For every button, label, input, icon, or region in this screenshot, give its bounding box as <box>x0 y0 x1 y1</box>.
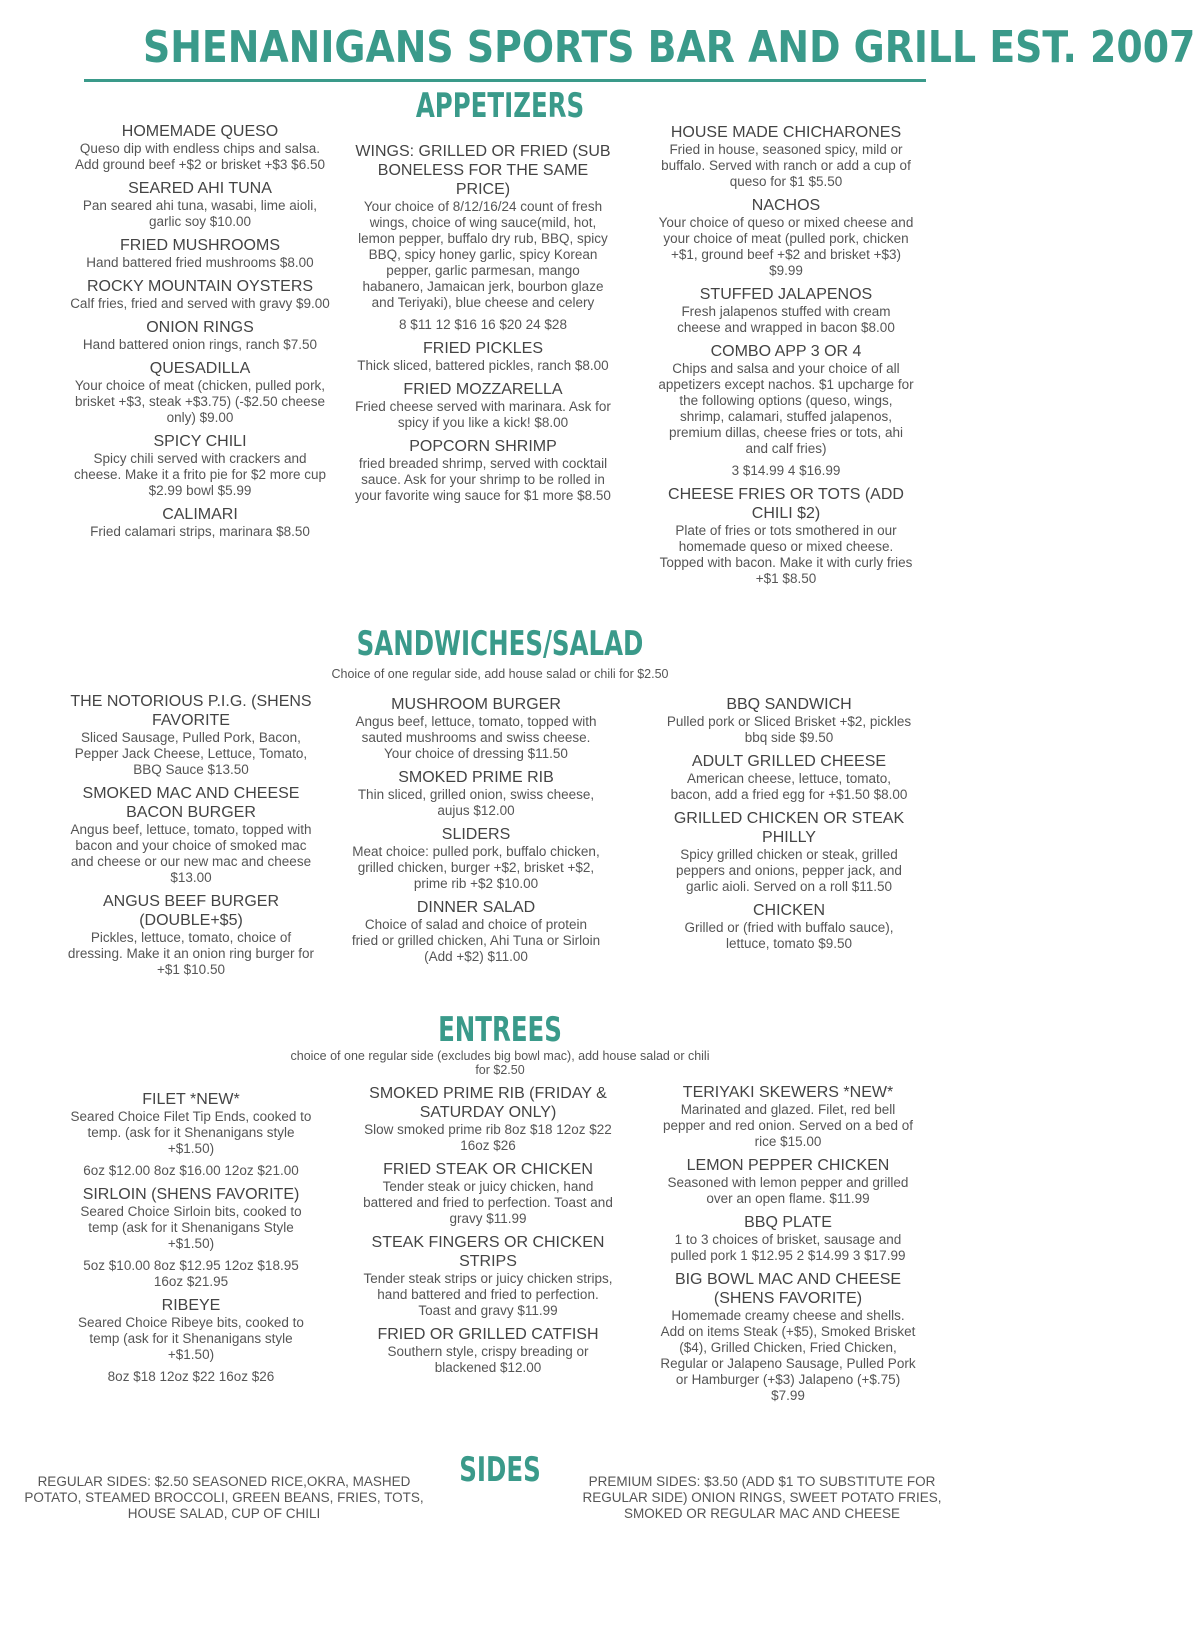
menu-item-description: Tender steak strips or juicy chicken strips, hand battered and fried to perfection. Toast and gravy $11.99 <box>363 1271 613 1318</box>
menu-item-prices: 6oz $12.00 8oz $16.00 12oz $21.00 <box>83 1163 299 1178</box>
menu-item <box>660 1270 916 1404</box>
menu-item-name: FRIED MUSHROOMS <box>120 237 280 254</box>
menu-item <box>658 123 914 190</box>
menu-item <box>350 768 602 819</box>
menu-item-name: HOMEMADE QUESO <box>121 123 279 140</box>
menu-item-description: Grilled or (fried with buffalo sauce), lettuce, tomato $9.50 <box>684 920 894 951</box>
menu-item <box>360 1084 616 1154</box>
menu-item-description: Fried cheese served with marinara. Ask for spicy if you like a kick! $8.00 <box>355 399 611 430</box>
menu-item-name: ROCKY MOUNTAIN OYSTERS <box>86 278 314 295</box>
menu-item-description: American cheese, lettuce, tomato, bacon, add a fried egg for +$1.50 $8.00 <box>670 771 908 802</box>
menu-item <box>355 142 611 333</box>
menu-item-name: DINNER SALAD <box>416 899 536 916</box>
menu-item <box>350 898 602 965</box>
menu-item <box>666 809 912 895</box>
menu-item <box>658 285 914 336</box>
menu-item-prices: 3 $14.99 4 $16.99 <box>731 463 841 478</box>
menu-item-description: Angus beef, lettuce, tomato, topped with sauted mushrooms and swiss cheese. Your choice of dressing $11.50 <box>355 714 597 761</box>
menu-item <box>658 196 914 279</box>
menu-item <box>666 752 912 803</box>
menu-item-description: Spicy chili served with crackers and cheese. Make it a frito pie for $2 more cup $2.99 bowl $5.99 <box>73 451 327 498</box>
menu-item <box>350 825 602 892</box>
menu-item <box>68 1090 314 1179</box>
sandwiches-note: Choice of one regular side, add house salad or chili for $2.50 <box>331 667 669 681</box>
appetizers-column-2 <box>355 142 611 510</box>
menu-item <box>658 485 914 587</box>
menu-item <box>68 277 332 312</box>
entrees-column-3 <box>660 1083 916 1410</box>
menu-item-description: Fresh jalapenos stuffed with cream cheese and wrapped in bacon $8.00 <box>677 304 895 335</box>
menu-item-name: FRIED MOZZARELLA <box>403 381 563 398</box>
appetizers-column-3 <box>658 123 914 593</box>
menu-item-name: SEARED AHI TUNA <box>128 180 272 197</box>
menu-item <box>64 784 318 886</box>
menu-item-description: Homemade creamy cheese and shells. Add on items Steak (+$5), Smoked Brisket ($4), Grilled Chicken, Fried Chicken, Regular or Jalapeno Sausage, Pulled Pork or Hamburger (+$3) Jalapeno (+$.75) $7.99 <box>660 1308 916 1403</box>
menu-item-name: HOUSE MADE CHICHARONES <box>670 124 902 141</box>
menu-item-description: Queso dip with endless chips and salsa. Add ground beef +$2 or brisket +$3 $6.50 <box>75 141 325 172</box>
menu-item-description: Pickles, lettuce, tomato, choice of dressing. Make it an onion ring burger for +$1 $10.50 <box>67 930 315 977</box>
menu-item-description: Fried calamari strips, marinara $8.50 <box>90 524 310 539</box>
entrees-note: choice of one regular side (excludes big bowl mac), add house salad or chili for $2.50 <box>290 1049 710 1077</box>
menu-item-description: Seared Choice Ribeye bits, cooked to temp (ask for it Shenanigans style +$1.50) <box>78 1315 304 1362</box>
menu-item-description: Slow smoked prime rib 8oz $18 12oz $22 16oz $26 <box>364 1122 612 1153</box>
menu-item-description: Thick sliced, battered pickles, ranch $8.00 <box>357 358 609 373</box>
menu-item-name: SPICY CHILI <box>153 433 247 450</box>
menu-item-name: ADULT GRILLED CHEESE <box>691 753 887 770</box>
menu-item-description: Your choice of meat (chicken, pulled pork, brisket +$3, steak +$3.75) (-$2.50 cheese only) $9.00 <box>74 378 326 425</box>
menu-item-description: 1 to 3 choices of brisket, sausage and pulled pork 1 $12.95 2 $14.99 3 $17.99 <box>670 1232 906 1263</box>
menu-item-name: MUSHROOM BURGER <box>391 696 561 713</box>
menu-item-name: COMBO APP 3 OR 4 <box>710 343 862 360</box>
menu-item-description: Marinated and glazed. Filet, red bell pepper and red onion. Served on a bed of rice $15.00 <box>663 1102 913 1149</box>
menu-item-description: Fried in house, seasoned spicy, mild or buffalo. Served with ranch or add a cup of queso for $1 $5.50 <box>661 142 911 189</box>
appetizers-column-1 <box>68 122 332 546</box>
sides-heading: SIDES <box>459 1450 541 1490</box>
menu-item-prices: 8oz $18 12oz $22 16oz $26 <box>107 1369 275 1384</box>
menu-item-description: Your choice of queso or mixed cheese and your choice of meat (pulled pork, chicken +$1, ground beef +$2 and brisket +$3) $9.99 <box>658 215 914 278</box>
menu-item <box>355 437 611 504</box>
menu-item-name: BIG BOWL MAC AND CHEESE (SHENS FAVORITE) <box>674 1271 902 1307</box>
menu-item-description: Seared Choice Filet Tip Ends, cooked to temp. (ask for it Shenanigans style +$1.50) <box>70 1109 312 1156</box>
menu-item-name: LEMON PEPPER CHICKEN <box>686 1157 890 1174</box>
menu-item <box>660 1156 916 1207</box>
appetizers-heading: APPETIZERS <box>415 86 585 126</box>
menu-item <box>360 1233 616 1319</box>
menu-item <box>68 505 332 540</box>
menu-item-name: GRILLED CHICKEN OR STEAK PHILLY <box>673 810 905 846</box>
entrees-heading: ENTREES <box>438 1010 562 1050</box>
menu-item-name: THE NOTORIOUS P.I.G. (SHENS FAVORITE <box>70 693 312 729</box>
menu-item-name: SMOKED PRIME RIB (FRIDAY & SATURDAY ONLY) <box>369 1085 607 1121</box>
title-underline <box>84 79 926 82</box>
menu-item <box>64 892 318 978</box>
menu-item-description: Choice of salad and choice of protein fried or grilled chicken, Ahi Tuna or Sirloin (Add +$2) $11.00 <box>351 917 601 964</box>
menu-item-prices: 5oz $10.00 8oz $12.95 12oz $18.95 16oz $21.95 <box>83 1258 299 1289</box>
sandwiches-heading: SANDWICHES/SALAD <box>356 624 644 664</box>
menu-item <box>68 318 332 353</box>
menu-item <box>64 692 318 778</box>
menu-item-name: POPCORN SHRIMP <box>409 438 557 455</box>
menu-item-name: SMOKED PRIME RIB <box>398 769 554 786</box>
menu-item-description: Hand battered fried mushrooms $8.00 <box>86 255 314 270</box>
sandwiches-column-1 <box>64 692 318 984</box>
menu-item-description: Pan seared ahi tuna, wasabi, lime aioli, garlic soy $10.00 <box>82 198 318 229</box>
menu-item-name: TERIYAKI SKEWERS *NEW* <box>682 1084 894 1101</box>
menu-item <box>355 380 611 431</box>
menu-item <box>666 901 912 952</box>
menu-item-name: ANGUS BEEF BURGER (DOUBLE+$5) <box>102 893 280 929</box>
menu-item-name: FRIED STEAK OR CHICKEN <box>383 1161 593 1178</box>
menu-item-name: FILET *NEW* <box>142 1091 240 1108</box>
menu-item-name: WINGS: GRILLED OR FRIED (SUB BONELESS FOR THE SAME PRICE) <box>355 143 611 198</box>
menu-item <box>68 236 332 271</box>
menu-item-description: Pulled pork or Sliced Brisket +$2, pickles bbq side $9.50 <box>666 714 912 745</box>
menu-item <box>68 432 332 499</box>
menu-item-name: NACHOS <box>751 197 821 214</box>
menu-item-description: Plate of fries or tots smothered in our homemade queso or mixed cheese. Topped with bacon. Make it with curly fries +$1 $8.50 <box>659 523 913 586</box>
menu-item-name: CHICKEN <box>752 902 825 919</box>
menu-item-name: STUFFED JALAPENOS <box>699 286 873 303</box>
menu-item-name: STEAK FINGERS OR CHICKEN STRIPS <box>371 1234 605 1270</box>
menu-item <box>68 359 332 426</box>
menu-item-name: RIBEYE <box>161 1297 221 1314</box>
menu-item-description: Your choice of 8/12/16/24 count of fresh wings, choice of wing sauce(mild, hot, lemon pepper, buffalo dry rub, BBQ, spicy BBQ, spicy honey garlic, spicy Korean pepper, garlic parmesan, mango habanero, Jamaican jerk, bourbon glaze and Teriyaki), blue cheese and celery <box>358 199 608 310</box>
premium-sides: PREMIUM SIDES: $3.50 (ADD $1 TO SUBSTITUTE FOR REGULAR SIDE) ONION RINGS, SWEET POTATO FRIES, SMOKED OR REGULAR MAC AND CHEESE <box>582 1474 942 1521</box>
menu-item <box>68 1296 314 1385</box>
menu-item-description: fried breaded shrimp, served with cocktail sauce. Ask for your shrimp to be rolled in your favorite wing sauce for $1 more $8.50 <box>355 456 611 503</box>
regular-sides: REGULAR SIDES: $2.50 SEASONED RICE,OKRA, MASHED POTATO, STEAMED BROCCOLI, GREEN BEANS, FRIES, TOTS, HOUSE SALAD, CUP OF CHILI <box>24 1474 424 1521</box>
menu-item <box>355 339 611 374</box>
menu-item-name: ONION RINGS <box>146 319 254 336</box>
menu-item-name: SIRLOIN (SHENS FAVORITE) <box>82 1186 300 1203</box>
entrees-column-2 <box>360 1084 616 1382</box>
menu-item-name: SMOKED MAC AND CHEESE BACON BURGER <box>82 785 300 821</box>
menu-item-description: Spicy grilled chicken or steak, grilled peppers and onions, pepper jack, and garlic aioli. Served on a roll $11.50 <box>676 847 902 894</box>
menu-item <box>666 695 912 746</box>
menu-item <box>360 1325 616 1376</box>
menu-item-name: CHEESE FRIES OR TOTS (ADD CHILI $2) <box>668 486 904 522</box>
sandwiches-column-3 <box>666 695 912 958</box>
menu-item-name: SLIDERS <box>441 826 511 843</box>
menu-item-description: Thin sliced, grilled onion, swiss cheese, aujus $12.00 <box>357 787 595 818</box>
menu-item-description: Chips and salsa and your choice of all appetizers except nachos. $1 upcharge for the following options (queso, wings, shrimp, calamari, stuffed jalapenos, premium dillas, cheese fries or tots, ahi and calf fries) <box>658 361 914 456</box>
menu-item-description: Sliced Sausage, Pulled Pork, Bacon, Pepper Jack Cheese, Lettuce, Tomato, BBQ Sauce $13.50 <box>74 730 308 777</box>
entrees-column-1 <box>68 1090 314 1391</box>
menu-item-name: FRIED OR GRILLED CATFISH <box>377 1326 599 1343</box>
menu-item-name: BBQ SANDWICH <box>726 696 852 713</box>
menu-item <box>68 179 332 230</box>
menu-item-name: CALIMARI <box>162 506 238 523</box>
menu-item-prices: 8 $11 12 $16 16 $20 24 $28 <box>399 317 567 332</box>
menu-item-name: BBQ PLATE <box>744 1214 832 1231</box>
menu-item-description: Calf fries, fried and served with gravy $9.00 <box>70 296 330 311</box>
menu-item-description: Angus beef, lettuce, tomato, topped with bacon and your choice of smoked mac and cheese or our new mac and cheese $13.00 <box>70 822 312 885</box>
menu-item-description: Meat choice: pulled pork, buffalo chicken, grilled chicken, burger +$2, brisket +$2, prime rib +$2 $10.00 <box>352 844 600 891</box>
menu-item <box>660 1083 916 1150</box>
menu-item-description: Seasoned with lemon pepper and grilled over an open flame. $11.99 <box>667 1175 909 1206</box>
menu-item-description: Tender steak or juicy chicken, hand battered and fried to perfection. Toast and gravy $11.99 <box>363 1179 613 1226</box>
menu-item <box>68 1185 314 1290</box>
sandwiches-column-2 <box>350 695 602 971</box>
menu-item-name: FRIED PICKLES <box>422 340 544 357</box>
menu-item-description: Hand battered onion rings, ranch $7.50 <box>82 337 318 352</box>
menu-item-description: Southern style, crispy breading or blackened $12.00 <box>387 1344 589 1375</box>
menu-item <box>350 695 602 762</box>
menu-item <box>660 1213 916 1264</box>
menu-item <box>658 342 914 479</box>
menu-item-name: QUESADILLA <box>149 360 251 377</box>
menu-item-description: Seared Choice Sirloin bits, cooked to temp (ask for it Shenanigans Style +$1.50) <box>80 1204 302 1251</box>
menu-item <box>68 122 332 173</box>
menu-item <box>360 1160 616 1227</box>
restaurant-title: SHENANIGANS SPORTS BAR AND GRILL EST. 2007 <box>142 22 1195 73</box>
